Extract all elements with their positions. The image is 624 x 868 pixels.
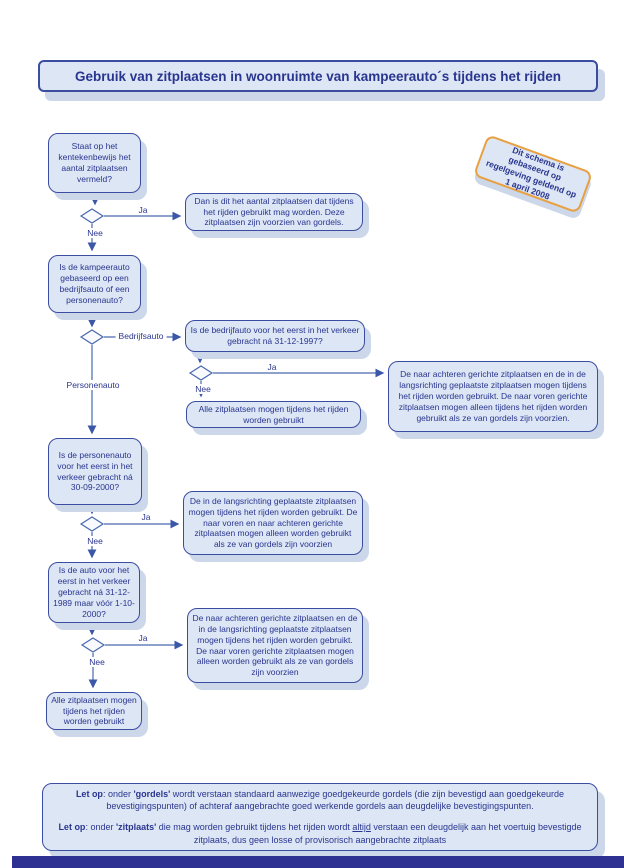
decision-diamond-1 <box>81 209 103 223</box>
edge-label-ja-2: Ja <box>267 362 277 372</box>
edge-label-nee-2: Nee <box>192 384 214 394</box>
edge-label-ja-3: Ja <box>141 512 151 522</box>
decision-diamond-4 <box>81 517 103 531</box>
answer-personenauto-na-2000: De in de langsrichting geplaatste zitplaatsen mogen tijdens het rijden worden gebruikt. De naar voren en naar achteren gerichte zitplaatsen mogen alleen worden gebruikt als ze van gordels zijn voorzien <box>183 491 363 555</box>
footnote-gordels: Let op: onder 'gordels' wordt verstaan standaard aanwezige goedgekeurde gordels (die zijn bevestigd aan goedgekeurde bevestigingspunten) of achteraf aangebrachte goed werkende gordels aan deugdelijke bevestigingspunten. <box>75 788 565 812</box>
edge-label-ja-4: Ja <box>138 633 148 643</box>
regulation-date-note: Dit schema is gebaseerd op regelgeving geldend op 1 april 2008 <box>473 134 593 214</box>
edge-label-ja-1: Ja <box>138 205 148 215</box>
question-kampeerauto-basis: Is de kampeerauto gebaseerd op een bedrijfsauto of een personenauto? <box>48 255 141 313</box>
edge-label-bedrijfsauto: Bedrijfsauto <box>116 331 167 341</box>
decision-diamond-5 <box>82 638 104 652</box>
answer-bedrijfsauto-na-1997: De naar achteren gerichte zitplaatsen en de in de langsrichting geplaatste zitplaatsen mogen tijdens het rijden worden gebruikt. De naar voren gerichte zitplaatsen mogen alleen tijdens het rijden worden gebruikt als ze van gordels zijn voorzien. <box>388 361 598 432</box>
question-personenauto-datum: Is de personenauto voor het eerst in het verkeer gebracht ná 30-09-2000? <box>48 438 142 505</box>
question-bedrijfauto-datum: Is de bedrijfauto voor het eerst in het verkeer gebracht ná 31-12-1997? <box>185 320 365 352</box>
decision-diamond-2 <box>81 330 103 344</box>
question-kentekenbewijs: Staat op het kentekenbewijs het aantal zitplaatsen vermeld? <box>48 133 141 193</box>
footnote-zitplaats: Let op: onder 'zitplaats' die mag worden gebruikt tijdens het rijden wordt altijd verstaan een deugdelijk aan het voertuig bevestigde zitplaats, dus geen losse of provisorisch aangebrachte zitplaats <box>58 822 582 845</box>
answer-alle-zitplaatsen-midden: Alle zitplaatsen mogen tijdens het rijden worden gebruikt <box>186 401 361 428</box>
decision-diamond-3 <box>190 366 212 380</box>
answer-auto-1989-2000: De naar achteren gerichte zitplaatsen en de in de langsrichting geplaatste zitplaatsen mogen tijdens het rijden worden gebruikt. De naar voren gerichte zitplaatsen mogen alleen worden gebruikt als ze van gordels zijn voorzien <box>187 608 363 683</box>
footnote-box <box>42 783 598 851</box>
edge-label-nee-4: Nee <box>86 657 108 667</box>
answer-alle-zitplaatsen-links: Alle zitplaatsen mogen tijdens het rijden worden gebruikt <box>46 692 142 730</box>
footer-bar <box>12 856 624 868</box>
answer-aantal-zitplaatsen: Dan is dit het aantal zitplaatsen dat tijdens het rijden gebruikt mag worden. Deze zitplaatsen zijn voorzien van gordels. <box>185 193 363 231</box>
question-auto-1989-2000: Is de auto voor het eerst in het verkeer gebracht ná 31-12-1989 maar vóór 1-10-2000? <box>48 562 140 623</box>
edge-label-nee-3: Nee <box>84 536 106 546</box>
edge-label-nee-1: Nee <box>84 228 106 238</box>
edge-label-personenauto: Personenauto <box>64 380 123 390</box>
page-title: Gebruik van zitplaatsen in woonruimte van kampeerauto´s tijdens het rijden <box>38 60 598 92</box>
